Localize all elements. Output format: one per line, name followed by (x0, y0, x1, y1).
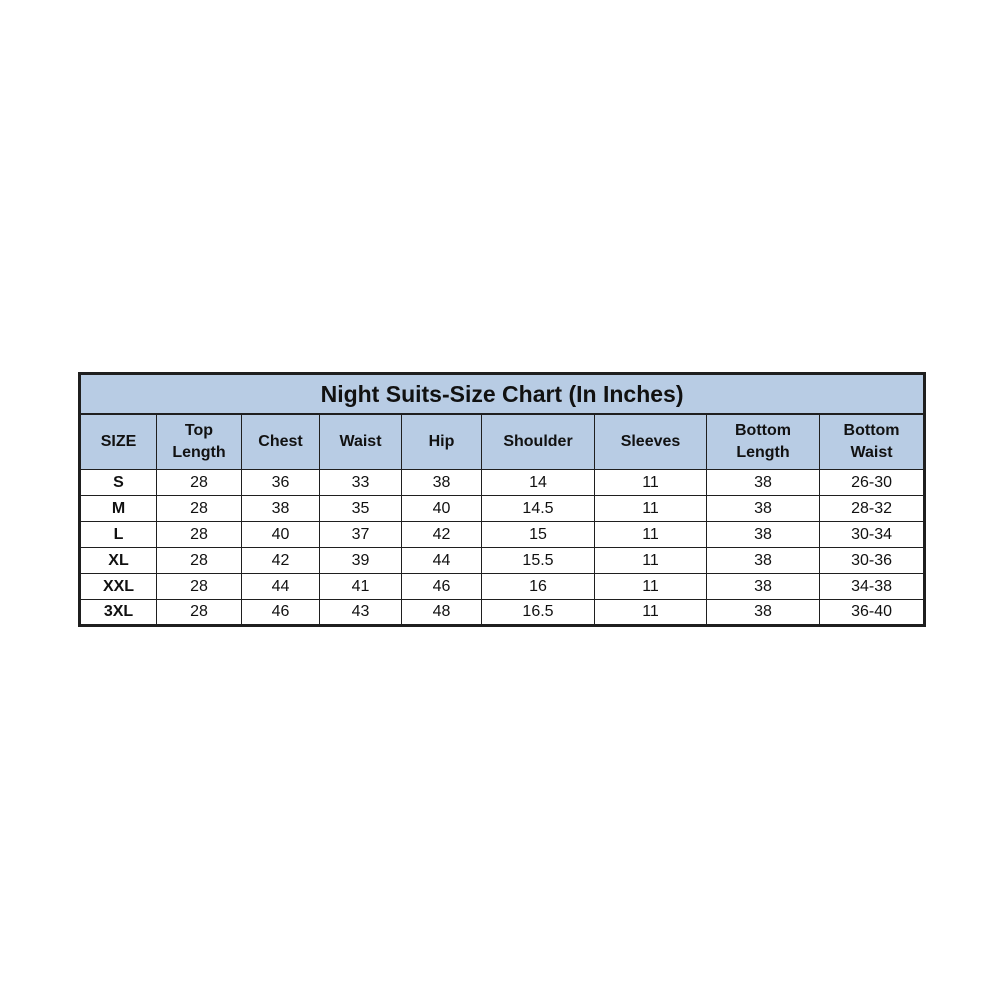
cell-sleeves: 11 (595, 600, 707, 626)
column-header-bottom_waist (820, 414, 925, 470)
cell-chest: 44 (242, 574, 320, 600)
cell-chest: 40 (242, 522, 320, 548)
cell-top_length: 28 (157, 548, 242, 574)
cell-chest: 42 (242, 548, 320, 574)
table-row (80, 470, 925, 496)
size-label: S (80, 470, 157, 496)
column-header-line: Sleeves (620, 433, 681, 451)
cell-hip: 48 (402, 600, 482, 626)
cell-hip: 44 (402, 548, 482, 574)
column-header-line: Length (172, 444, 226, 461)
column-header-line: Hip (428, 433, 455, 451)
column-header-hip (402, 414, 482, 470)
cell-waist: 35 (320, 496, 402, 522)
cell-bottom_waist: 26-30 (820, 470, 925, 496)
cell-shoulder: 14.5 (482, 496, 595, 522)
cell-bottom_waist: 28-32 (820, 496, 925, 522)
cell-top_length: 28 (157, 470, 242, 496)
column-header-line: Waist (850, 444, 893, 461)
cell-top_length: 28 (157, 522, 242, 548)
table-row (80, 574, 925, 600)
cell-waist: 41 (320, 574, 402, 600)
table-body (80, 470, 925, 626)
column-header-line: Waist (339, 433, 382, 451)
cell-hip: 42 (402, 522, 482, 548)
header-row (80, 414, 925, 470)
cell-top_length: 28 (157, 574, 242, 600)
cell-sleeves: 11 (595, 548, 707, 574)
column-header-chest (242, 414, 320, 470)
chart-title: Night Suits-Size Chart (In Inches) (80, 374, 925, 415)
column-header-line: Shoulder (503, 433, 573, 451)
column-header-waist (320, 414, 402, 470)
cell-sleeves: 11 (595, 470, 707, 496)
size-label: L (80, 522, 157, 548)
table-row (80, 600, 925, 626)
cell-shoulder: 15 (482, 522, 595, 548)
cell-sleeves: 11 (595, 496, 707, 522)
cell-hip: 38 (402, 470, 482, 496)
cell-waist: 43 (320, 600, 402, 626)
cell-bottom_length: 38 (707, 574, 820, 600)
size-label: 3XL (80, 600, 157, 626)
column-header-bottom_length (707, 414, 820, 470)
column-header-line: SIZE (100, 433, 137, 451)
cell-waist: 33 (320, 470, 402, 496)
column-header-line: Chest (258, 433, 303, 451)
size-chart-container (78, 372, 923, 627)
cell-top_length: 28 (157, 496, 242, 522)
cell-chest: 46 (242, 600, 320, 626)
cell-bottom_length: 38 (707, 600, 820, 626)
column-header-line: Length (736, 444, 790, 461)
cell-bottom_length: 38 (707, 522, 820, 548)
column-header-line: Top (184, 422, 214, 440)
title-row (80, 374, 925, 415)
cell-bottom_length: 38 (707, 496, 820, 522)
column-header-sleeves (595, 414, 707, 470)
column-header-line: Bottom (843, 422, 900, 440)
table-row (80, 496, 925, 522)
table-row (80, 522, 925, 548)
cell-bottom_waist: 30-36 (820, 548, 925, 574)
cell-bottom_waist: 30-34 (820, 522, 925, 548)
cell-waist: 39 (320, 548, 402, 574)
cell-hip: 40 (402, 496, 482, 522)
table-row (80, 548, 925, 574)
cell-waist: 37 (320, 522, 402, 548)
cell-shoulder: 14 (482, 470, 595, 496)
column-header-size (80, 414, 157, 470)
cell-sleeves: 11 (595, 522, 707, 548)
cell-shoulder: 16.5 (482, 600, 595, 626)
cell-bottom_waist: 36-40 (820, 600, 925, 626)
cell-sleeves: 11 (595, 574, 707, 600)
cell-shoulder: 16 (482, 574, 595, 600)
cell-bottom_length: 38 (707, 470, 820, 496)
column-header-top_length (157, 414, 242, 470)
cell-hip: 46 (402, 574, 482, 600)
cell-top_length: 28 (157, 600, 242, 626)
column-header-shoulder (482, 414, 595, 470)
cell-chest: 38 (242, 496, 320, 522)
cell-chest: 36 (242, 470, 320, 496)
size-chart-table (78, 372, 926, 627)
cell-bottom_length: 38 (707, 548, 820, 574)
column-header-line: Bottom (735, 422, 791, 440)
size-label: XL (80, 548, 157, 574)
cell-bottom_waist: 34-38 (820, 574, 925, 600)
size-label: XXL (80, 574, 157, 600)
cell-shoulder: 15.5 (482, 548, 595, 574)
size-label: M (80, 496, 157, 522)
